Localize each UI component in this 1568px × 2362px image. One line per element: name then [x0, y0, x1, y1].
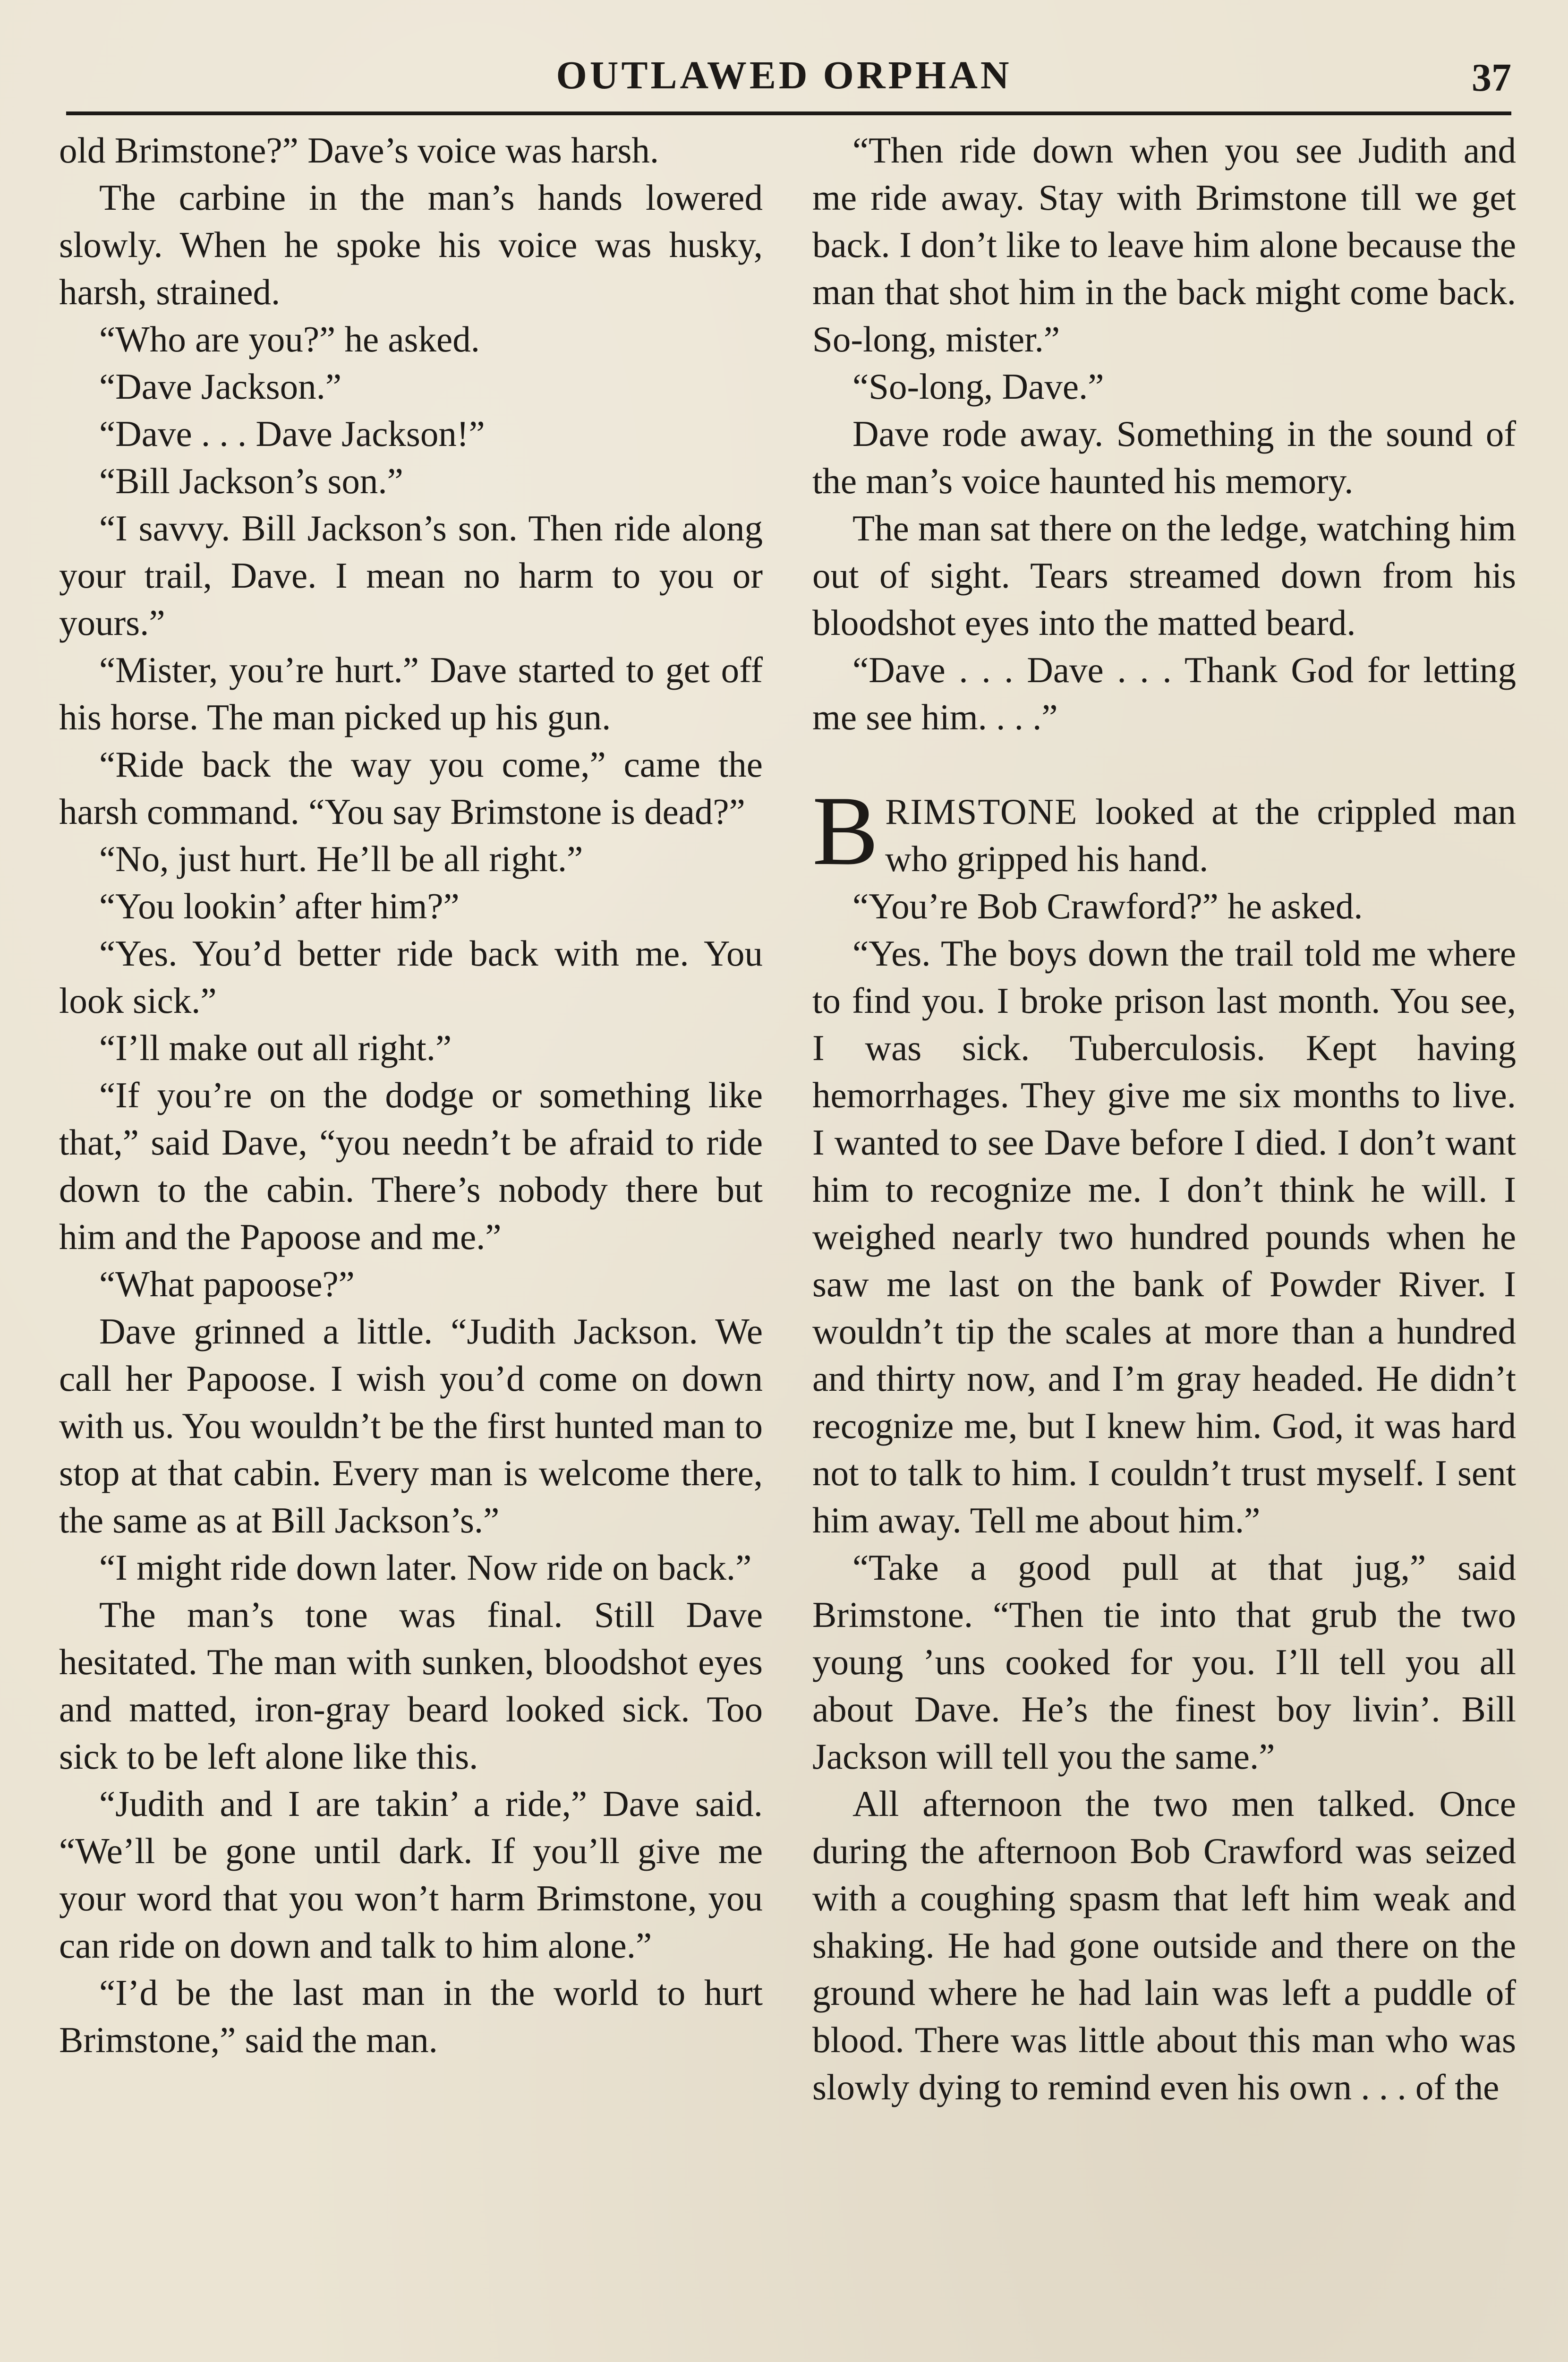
paragraph: All afternoon the two men talked. Once during the afternoon Bob Crawford was seized with a coughing spasm that left him weak and shaking. He had gone outside and there on the ground where he had lain was left a puddle of blood. There was little about this man who was slowly dying to remind even his own . . . of the: [812, 1783, 1516, 2107]
paragraph: “If you’re on the dodge or something like that,” said Dave, “you needn’t be afraid to ride down to the cabin. There’s nobody there but him and the Papoose and me.”: [59, 1075, 763, 1257]
paragraph: “I’ll make out all right.”: [99, 1027, 452, 1068]
paragraph: “Dave . . . Dave Jackson!”: [99, 413, 485, 454]
paragraph: “You’re Bob Crawford?” he asked.: [852, 886, 1363, 926]
paragraph: “What papoose?”: [99, 1264, 355, 1304]
section-break: [812, 741, 1516, 788]
paragraph: “I might ride down later. Now ride on back.”: [99, 1547, 752, 1588]
paragraph: The man sat there on the ledge, watching him out of sight. Tears streamed down from his bloodshot eyes into the matted beard.: [812, 508, 1516, 643]
story-title: OUTLAWED ORPHAN: [556, 53, 1012, 97]
right-column: [812, 127, 1516, 2111]
paragraph: “Judith and I are takin’ a ride,” Dave said. “We’ll be gone until dark. If you’ll give me your word that you won’t harm Brimstone, you can ride on down and talk to him alone.”: [59, 1783, 763, 1966]
paragraph: Dave grinned a little. “Judith Jackson. We call her Papoose. I wish you’d come on down with us. You wouldn’t be the first hunted man to stop at that cabin. Every man is welcome there, the same as at Bill Jackson’s.”: [59, 1311, 763, 1540]
paragraph: “I savvy. Bill Jackson’s son. Then ride along your trail, Dave. I mean no harm to you or yours.”: [59, 508, 763, 643]
paragraph: “So-long, Dave.”: [852, 366, 1104, 407]
paragraph: “Dave Jackson.”: [99, 366, 342, 407]
section-opening-paragraph: [812, 776, 1516, 886]
paragraph: “No, just hurt. He’ll be all right.”: [99, 839, 583, 879]
paragraph: “I’d be the last man in the world to hurt Brimstone,” said the man.: [59, 1972, 763, 2060]
paragraph: “Bill Jackson’s son.”: [99, 461, 403, 501]
paragraph: “Who are you?” he asked.: [99, 319, 480, 359]
paragraph: Dave rode away. Something in the sound of the man’s voice haunted his memory.: [812, 413, 1516, 501]
lead-small-caps: RIMSTONE: [885, 791, 1078, 832]
paragraph: “Yes. The boys down the trail told me where to find you. I broke prison last month. You see, I was sick. Tuberculosis. Kept having hemorrhages. They give me six months to live. I wanted to see Dave before I died. I don’t want him to recognize me. I don’t think he will. I weighed nearly two hundred pounds when he saw me last on the bank of Powder River. I wouldn’t tip the scales at more than a hundred and thirty now, and I’m gray headed. He didn’t recognize me, but I knew him. God, it was hard not to talk to him. I couldn’t trust myself. I sent him away. Tell me about him.”: [812, 933, 1516, 1540]
paragraph: The man’s tone was final. Still Dave hesitated. The man with sunken, bloodshot eyes and matted, iron-gray beard looked sick. Too sick to be left alone like this.: [59, 1594, 763, 1777]
paragraph: “Yes. You’d better ride back with me. You look sick.”: [59, 933, 763, 1021]
lead-text: looked at the crippled man who gripped his hand.: [885, 791, 1516, 879]
paragraph: “Dave . . . Dave . . . Thank God for letting me see him. . . .”: [812, 650, 1516, 737]
left-column: [59, 127, 763, 2063]
paragraph: “Ride back the way you come,” came the harsh command. “You say Brimstone is dead?”: [59, 744, 763, 832]
drop-cap: B: [812, 776, 879, 886]
paragraph: old Brimstone?” Dave’s voice was harsh.: [59, 130, 659, 171]
paragraph: The carbine in the man’s hands lowered slowly. When he spoke his voice was husky, harsh, strained.: [59, 177, 763, 312]
paragraph: “Mister, you’re hurt.” Dave started to get off his horse. The man picked up his gun.: [59, 650, 763, 737]
paragraph: “Then ride down when you see Judith and me ride away. Stay with Brimstone till we get back. I don’t like to leave him alone because the man that shot him in the back might come back. So-long, mister.”: [812, 130, 1516, 359]
page-number: 37: [1472, 56, 1511, 100]
header-rule: [66, 111, 1511, 115]
paragraph: “You lookin’ after him?”: [99, 886, 460, 926]
paragraph: “Take a good pull at that jug,” said Brimstone. “Then tie into that grub the two young ’uns cooked for you. I’ll tell you all about Dave. He’s the finest boy livin’. Bill Jackson will tell you the same.”: [812, 1547, 1516, 1777]
running-header: [0, 50, 1568, 102]
